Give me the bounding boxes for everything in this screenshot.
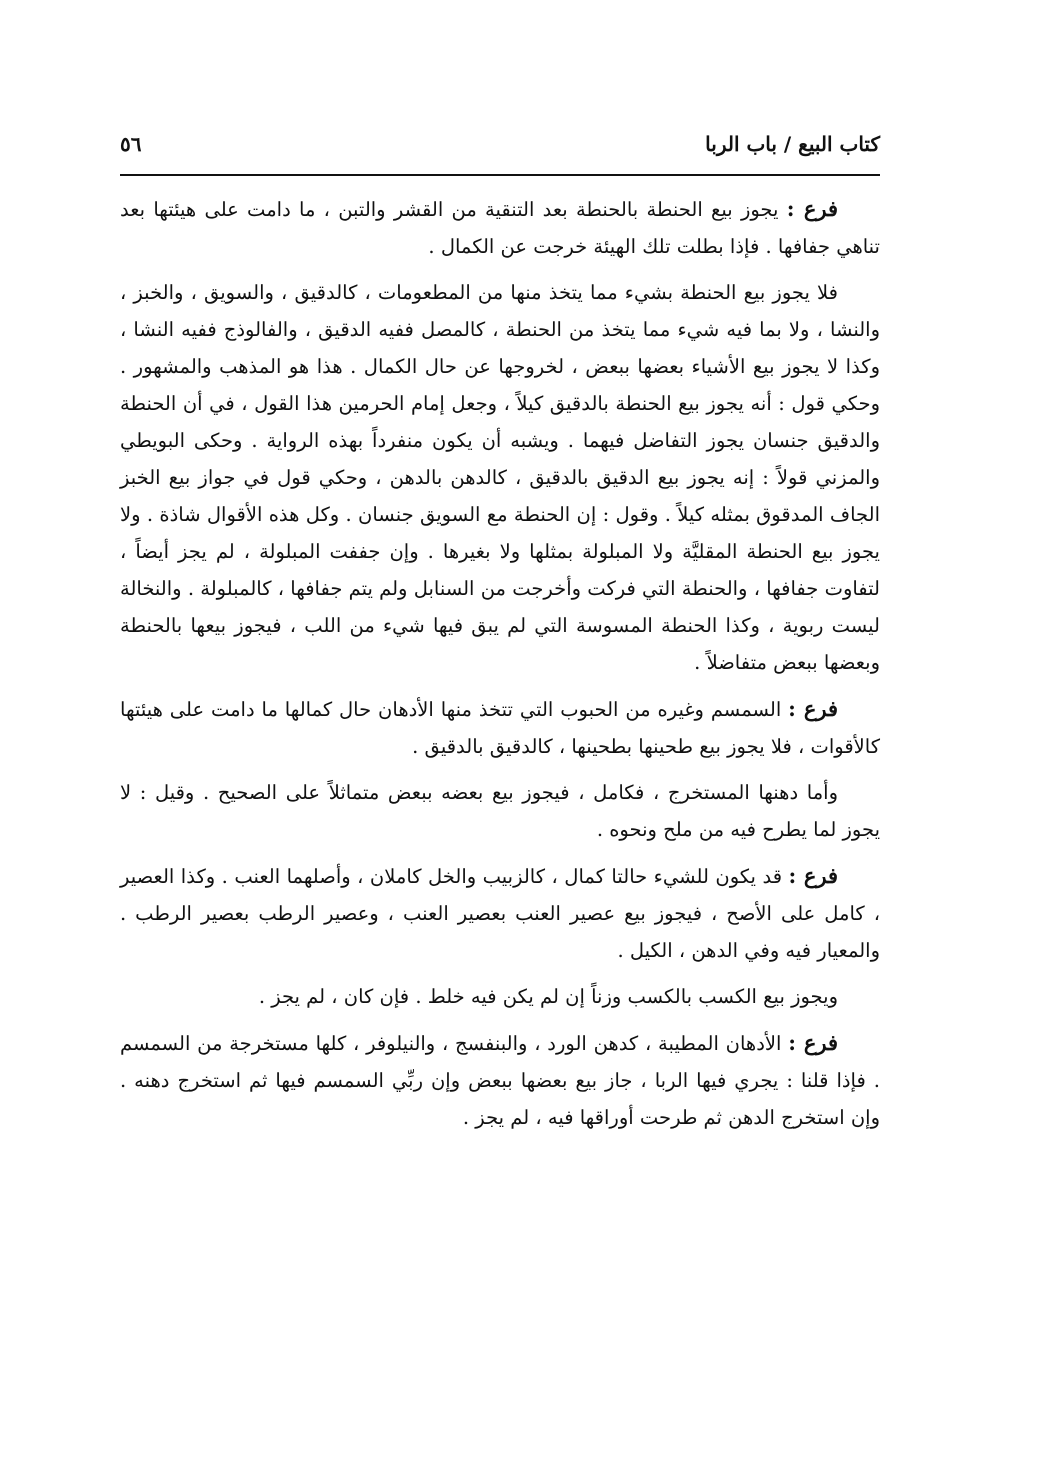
- chapter-title: كتاب البيع / باب الربا: [705, 132, 880, 156]
- paragraph-text: فلا يجوز بيع الحنطة بشيء مما يتخذ منها من المطعومات ، كالدقيق ، والسويق ، والخبز ، والنشا ، ولا بما فيه شيء مما يتخذ من الحنطة ، كالمصل ففيه الدقيق ، والفالوذج ففيه النشا ، وكذا لا يجوز بيع الأشياء بعضها ببعض ، لخروجها عن حال الكمال . هذا هو المذهب والمشهور . وحكي قول : أنه يجوز بيع الحنطة بالدقيق كيلاً ، وجعل إمام الحرمين هذا القول ، في أن الحنطة والدقيق جنسان يجوز التفاضل فيهما . ويشبه أن يكون منفرداً بهذه الرواية . وحكى البويطي والمزني قولاً : إنه يجوز بيع الدقيق بالدقيق ، كالدهن بالدهن ، وحكي قول في جواز بيع الخبز الجاف المدقوق بمثله كيلاً . وقول : إن الحنطة مع السويق جنسان . وكل هذه الأقوال شاذة . ولا يجوز بيع الحنطة المقليَّة ولا المبلولة بمثلها ولا بغيرها . وإن جففت المبلولة ، لم يجز أيضاً ، لتفاوت جفافها ، والحنطة التي فركت وأخرجت من السنابل ولم يتم جفافها ، كالمبلولة . والنخالة ليست ربوية ، وكذا الحنطة المسوسة التي لم يبق فيها شيء من اللب ، فيجوز بيعها بالحنطة وبعضها ببعض متفاضلاً .: [120, 281, 880, 674]
- section-marker: فرع :: [788, 1030, 838, 1055]
- paragraph-text: ويجوز بيع الكسب بالكسب وزناً إن لم يكن فيه خلط . فإن كان ، لم يجز .: [258, 985, 838, 1008]
- running-header: [120, 120, 880, 176]
- section-marker: فرع :: [788, 696, 839, 721]
- paragraph-text: وأما دهنها المستخرج ، فكامل ، فيجوز بيع بعضه ببعض متماثلاً على الصحيح . وقيل : لا يجوز لما يطرح فيه من ملح ونحوه .: [120, 781, 880, 841]
- paragraph-1: [120, 190, 880, 265]
- section-marker: فرع :: [786, 196, 838, 221]
- page-number: ٥٦: [120, 132, 142, 156]
- paragraph-4: [120, 774, 880, 848]
- paragraph-text: الأدهان المطيبة ، كدهن الورد ، والبنفسج ، والنيلوفر ، كلها مستخرجة من السمسم . فإذا قلنا : يجري فيها الربا ، جاز بيع بعضها ببعض وإن ربِّي السمسم فيها ثم استخرج دهنه . وإن استخرج الدهن ثم طرحت أوراقها فيه ، لم يجز .: [120, 1032, 880, 1129]
- header-divider: [120, 174, 880, 176]
- paragraph-5: [120, 857, 880, 969]
- paragraph-7: [120, 1024, 880, 1136]
- paragraph-3: [120, 690, 880, 765]
- paragraph-2: [120, 274, 880, 681]
- section-marker: فرع :: [788, 863, 839, 888]
- page-body: [120, 190, 880, 1145]
- paragraph-text: قد يكون للشيء حالتا كمال ، كالزبيب والخل كاملان ، وأصلهما العنب . وكذا العصير ، كامل على الأصح ، فيجوز بيع عصير العنب بعصير العنب ، وعصير الرطب بعصير الرطب . والمعيار فيه وفي الدهن ، الكيل .: [120, 865, 880, 962]
- paragraph-text: يجوز بيع الحنطة بالحنطة بعد التنقية من القشر والتبن ، ما دامت على هيئتها بعد تناهي جفافها . فإذا بطلت تلك الهيئة خرجت عن الكمال .: [120, 198, 880, 258]
- paragraph-6: [120, 978, 880, 1015]
- paragraph-text: السمسم وغيره من الحبوب التي تتخذ منها الأدهان حال كمالها ما دامت على هيئتها كالأقوات ، فلا يجوز بيع طحينها بطحينها ، كالدقيق بالدقيق .: [120, 698, 880, 758]
